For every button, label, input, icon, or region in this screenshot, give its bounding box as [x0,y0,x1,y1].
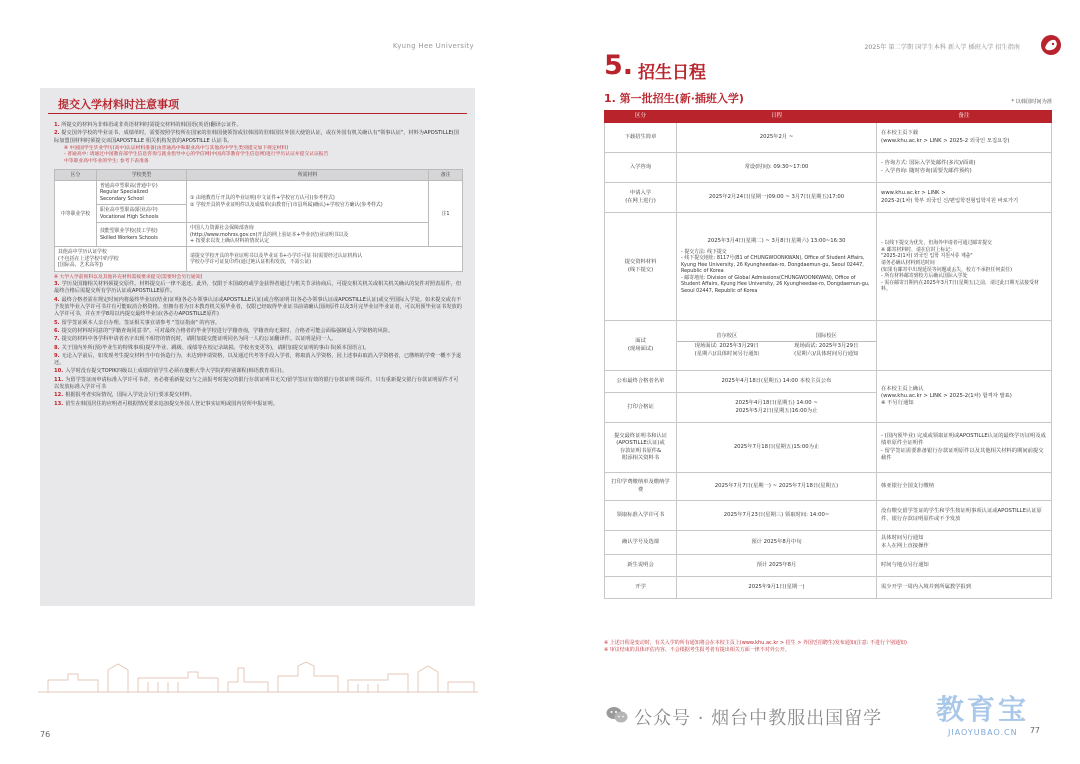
footnote: ※ 上述日程是变动时，有关入学的所有通知将会在本校主页上(www.khu.ac.kr > 招生 > 外国인招聘生)发布通知(注意: 不进行个别通知) [604,640,908,646]
row-category: 公布最终合格者名单 [605,371,677,393]
campus-header-seoul: 首尔校区 [677,332,777,342]
table-header: 所需材料 [187,169,429,180]
notice-box [40,88,475,606]
list-item [54,320,463,327]
table-header: 备注 [877,111,1052,123]
item-number: 7. [54,336,60,343]
table-cell: 请提交学校开具的毕业证明书以及毕业证书+办学许可证书(需要经过认证机构认 学校办学许可证复印件(通过地认证机构发放，不需公证) [187,247,463,271]
list-item [54,368,463,375]
campus-header-global: 国际校区 [777,332,877,342]
row-date: 2025年2月24日(星期一)09:00 ~ 3月7日(星期五)17:00 [677,183,877,213]
list-item [54,353,463,368]
list-item [54,345,463,352]
campus-skyline-illustration [38,660,478,694]
table-cell: 注1 [429,181,463,247]
table-row [605,577,1052,599]
list-item [54,392,463,399]
section-number: 5. [604,50,634,81]
item-text: 最终合格者需在规定时间内将最终毕业证(结业)证明(各必办领事认证或APOSTILLE认证)或合格证明书(各必办领事认证或APOSTILLE认证)或交至国际入学处。如未提交或有不予发放毕业入学许可书并有可能取消合格资格。但拥有者为日本教育机关预毕业者，仅限已经取得毕业证书前请确认国读原件以及3月完毕业证毕业证者，可以用预毕业证书发放的入学许可书，并在开学8周以内提交最终毕业证(各必办APOSTILLE原件) [54,296,462,318]
wechat-icon [606,706,628,724]
item-number: 9. [54,352,60,359]
row-date [677,213,877,321]
row-date: 2025年7月7日(星期一) ~ 2025年7月18日(星期五) [677,473,877,501]
row-remark: 时间与地点另行通知 [877,555,1052,577]
row-category: 下载招生简章 [605,123,677,153]
item-number: 3. [54,281,60,288]
item-text: 所提交的材料为非韩语或非英语材料时需提交材料的韩国语(英语)翻译公证件。 [61,122,242,128]
row-remark: 在本校主页下载 (www.khu.ac.kr > LINK > 2025-2 외국인 모집요강) [877,123,1052,153]
table-cell: ① 由地教育厅开具的毕业证明(中文证件+学校官方认可)(参考样式) ② 学校开具的毕业证明件以及成绩单(由教育厅(市县所属)确认)+学校官方确认(参考样式) [187,181,429,223]
item-text: 提交的材料中各学科申请者名字出现不相符的情况时，请附加提交能证明同名为同一人的公证翻译件。以证明是同一人。 [61,336,337,343]
table-cell: 普通高中型职高(普通中专) Regular Specialized Secondary School [97,181,187,205]
table-row [605,321,1052,371]
table-header: 学校类型 [97,169,187,180]
item-text: 提交的材料时同意的"学籍查询同意书"。可对最终合格者的毕业学校进行学籍查询，学籍查询无果时，合格者可能会面临强制退入学资格的风险。 [61,327,394,334]
list-item [54,122,463,129]
notice-title: 提交入学材料时注意事项 [58,98,179,111]
row-category: 申请入学 (在网上进行) [605,183,677,213]
item-text: 提交国外学校的毕业证书、成绩单时，需要按照学校所在国家的驻韩国使领馆或驻韩国的驻韩国驻外国大使馆认证，或在外国有机关确认有"领事认证"，材料为APOSTILLE(国际加盟国材料时须提交该国APOSTILLE 相关机构发放的APOSTILLE 认证书。 [54,130,459,144]
item-number: 12. [54,392,64,399]
page-number: 76 [40,730,51,739]
row-category: 开学 [605,577,677,599]
row-category: 打印学费缴纳单及缴纳学费 [605,473,677,501]
table-row [605,423,1052,473]
table-row [605,213,1052,321]
row-category: 确认学号及选课 [605,531,677,555]
table-header-row [605,111,1052,123]
row-date: 2025年2月 ~ [677,123,877,153]
admission-schedule-table [604,110,1052,599]
item-number: 4. [54,296,60,303]
list-item [54,377,463,392]
page-number: 77 [1029,726,1040,735]
table-row [605,183,1052,213]
table-header: 备注 [429,169,463,180]
note-line: 中等职业高中毕业的学生: 参考下表准备 [64,159,149,165]
table-row [55,223,463,247]
row-category: 新生说明会 [605,555,677,577]
note-line: ※ 中国国学生毕业学历(高中)认证材料准备(由普通高中和职业高中与其他高中学生类别提交加下规定材料) [64,145,289,151]
item-number: 10. [54,368,64,375]
row-date-detail: - 提交方法: 线下提交 - 线下提交地址: 8117号(B1 of CHUNGWOONKWAN), Office of Student Affairs, Kyung Hee University, 26 Kyungheedae-ro, Dongdaemun-gu, Seoul 02447, Republic of Korea - 邮寄地址: Division of Global Admissions(CHUNGWOONKWAN), Office of Student Affairs, Kyung Hee University, 26 Kyungheedae-ro, Dongdaemun-gu, Seoul 02447, Republic of Korea [681,248,870,295]
list-item [54,328,463,335]
row-date: 预计 2025年8月 [677,555,877,577]
item-number: 5. [54,319,60,326]
row-remark: 在本校主页上确认 (www.khu.ac.kr > LINK > 2025-2(1차) 합격자 발표) ※ 不另行通知 [877,371,1052,423]
table-cell: 职业高中型职高(职业高中) Vocational High Schools [97,205,187,223]
item-number: 2. [54,130,60,137]
footnotes [604,640,1052,654]
header-text: 2025年 第二学期 国学生本科 新入学 插班入学 招生指南 [864,44,1020,51]
row-date: 2025年9月1日(星期一) [677,577,877,599]
table-row [605,153,1052,183]
item-text: 关于国内外所(预)毕业生的特殊事项(提早毕业、跳级、成绩等在校记录缺损、学校名变更等)，请附加提交证明的事由书(须本国语言)。 [61,344,370,351]
row-remark: 韩亚银行全国支行缴纳 [877,473,1052,501]
row-date: 常设(时间): 09:30~17:00 [677,153,877,183]
notice-list-2 [54,281,463,408]
row-date: 2025年4月18日(星期五) 14:00 本校主页公布 [677,371,877,393]
table-row [605,531,1052,555]
table-row [605,555,1052,577]
item-text: 无论入学前后，如发现考生提交材料当中有伪造行为，未达到申请资格，以及通过代考等手段入学者，将取消入学资格，因上述事由取消入学资格者，已缴纳的学费一概不予退还。 [54,352,462,367]
table-row [605,501,1052,531]
list-item [54,281,463,296]
row-date: 预计 2025年8月中旬 [677,531,877,555]
table-cell-group: 中等职业学校 [55,181,97,247]
watermark-text: 公众号 · 烟台中教服出国留学 [634,708,883,729]
row-category: 提交资料材料 (线下提交) [605,213,677,321]
table-row [605,473,1052,501]
list-item [54,401,463,408]
table-header: 日程 [677,111,877,123]
row-remark: - 咨询方式: 国际入学处邮件(多次)/面谈) - 入学咨询: 随时咨询(需要先邮件预约) [877,153,1052,183]
row-date [677,321,877,371]
list-item [54,130,463,145]
list-item [54,336,463,343]
item-text: 留学签证须本人亲自办理。签证相关事宜请参考 "签证指南" 的内容。 [61,319,221,326]
item-number: 6. [54,327,60,334]
table-cell: 中国人力资源社会保障部查询 (http://www.mohrss.gov.cn)开具的网上验证本+毕业(结)业证明书以及 + 按要求以发上确认材料的情况认定 [187,223,429,247]
row-date-range: 2025年3月4日(星期二) ~ 3月8日(星期六) 13:00~16:30 [707,238,846,245]
right-page [540,0,1080,764]
row-category: 入学咨询 [605,153,677,183]
row-category: 面试 (现场面试) [605,321,677,371]
note-line: - 普通高中: 请通过中国教育部学生信息咨询与就业指导中心的学信网(中国高等教育学生信息网)进行学历认证并提交认证报告 [64,152,329,158]
footnote: ※ 审议结束的具体评估内容、不会根据考生报考者有提出相关方面一律不对外公开。 [604,647,790,653]
watermark-logo: 教育宝 [936,693,1030,726]
row-remark: 具体时间另行通知 本人在网上直接操作 [877,531,1052,555]
item-text: 根据报考者实际情况，国际入学处会另行要求提交材料。 [65,392,195,399]
campus-interview-grid [677,332,876,359]
table-cell: 技能型职业学校(技工学校) Skilled Workers Schools [97,223,187,247]
item-number: 1. [54,122,60,128]
row-remark [877,321,1052,371]
item-number: 13. [54,400,64,407]
subsection-title: 1. 第一批招生(新·插班入学) [604,92,744,105]
item-number: 11. [54,376,64,383]
row-date: 2025年7月23日(星期三) 领取时间: 14:00~ [677,501,877,531]
university-label: Kyung Hee University [392,42,474,50]
row-remark: 需少开学一周内入境并到所属教学报到 [877,577,1052,599]
campus-date-seoul: 现场面试: 2025年3月29日 (星期六)/具体时间另行通知 [694,343,759,357]
row-category: 提交最终证明书和认证 (APOSTILLE认证)或 存款证明书原件& 附添相关资料书 [605,423,677,473]
table-row [55,247,463,271]
campus-date-global: 现场面试: 2025年3月29日 (星期六)/具体时间另行通知 [794,343,859,357]
table-header: 区分 [605,111,677,123]
row-category: 领取标准入学许可书 [605,501,677,531]
watermark-url: JIAOYUBAO.CN [948,728,1018,737]
table-row [605,123,1052,153]
row-date: 2025年7月18日(星期五)15:00为止 [677,423,877,473]
item-text: 学历及国籍相关材料须提交原件。材料提交后一律不退还。此外，仅限于本国政府或学金获得者通过与机关节录协商后，可提交相关机关或相关机关确认的复件对照表原件，但最终合格后需提交所有学历认证或APOSTILLE原件。 [54,281,462,295]
table-row [55,181,463,205]
row-remark: 没有缴交留学签证的学生和学生按证明事项认证或APOSTILLE认证原件、银行存款证明原件或不予发放 [877,501,1052,531]
time-note: * 以韩国时间为准 [1011,99,1052,105]
row-remark: - (国内预毕业) 完成或领取证明或APOSTILLE认证的最终学历证明及成绩单原件全证明件 - 留学签证需要准备银行存款证明原件以及其他相关材料的期间前提交截件 [877,423,1052,473]
section-title: 招生日程 [638,63,706,83]
list-item [54,297,463,319]
table-row [605,371,1052,393]
item-text: 为留学签证而申请标准入学许可书者，务必将重新提交(与之前报考时提交的银行存款证明书无关)留学签证有效的银行存款证明书原件。只有重新提交银行存款证明原件才可以发放标准入学许可书 [54,376,459,390]
note-line: ※ 大学入学前预科以及其他补充材料需按要求提交(需要时会另行通知) [54,274,203,280]
row-remark: - 以线下提交为优先，但海外申请者可通过邮寄提交 ※ 邮寄材料时，请在信封上标记: "2025-2(1차) 외국인 입학 지원서류 제출" 请务必确认材料到达时间 (如果有邮寄中出现延误等问题或丢失，校方不承担任何责任) - 所有材料邮寄到校方后确认国际入学处 - 需在邮寄日期内在2025年3月7日(星期五)之前，请过此日期无法接受材料。 [877,213,1052,321]
item-text: 留生在韩国居住的应明者可根据情况要求追加提交外国人登记事实证明或国内居所申报证明。 [65,400,278,407]
notice-list [54,122,463,409]
item-text: 入学时没有提交TOPIK四级以上成绩的留学生必须在慶熙大學大学院的特别课程(韩语教育项目)。 [65,368,287,375]
university-lion-logo-icon [1040,34,1062,56]
vocational-school-table [54,169,463,272]
row-category: 打印合格证 [605,393,677,423]
table-cell: 其他高中学历认证学校 (不包括在上述学校中的学校 [国际高、艺术高等]) [55,247,187,271]
item-number: 8. [54,344,60,351]
row-remark: www.khu.ac.kr > LINK > 2025-2(1차) 학부 외국인 신/편입학전형입학지원 바로가기 [877,183,1052,213]
row-date: 2025年4月18日(星期五) 14:00 ~ 2025年5月2日(星期五)16:00为止 [677,393,877,423]
notice-title-bar [48,92,467,114]
table-header: 区分 [55,169,97,180]
